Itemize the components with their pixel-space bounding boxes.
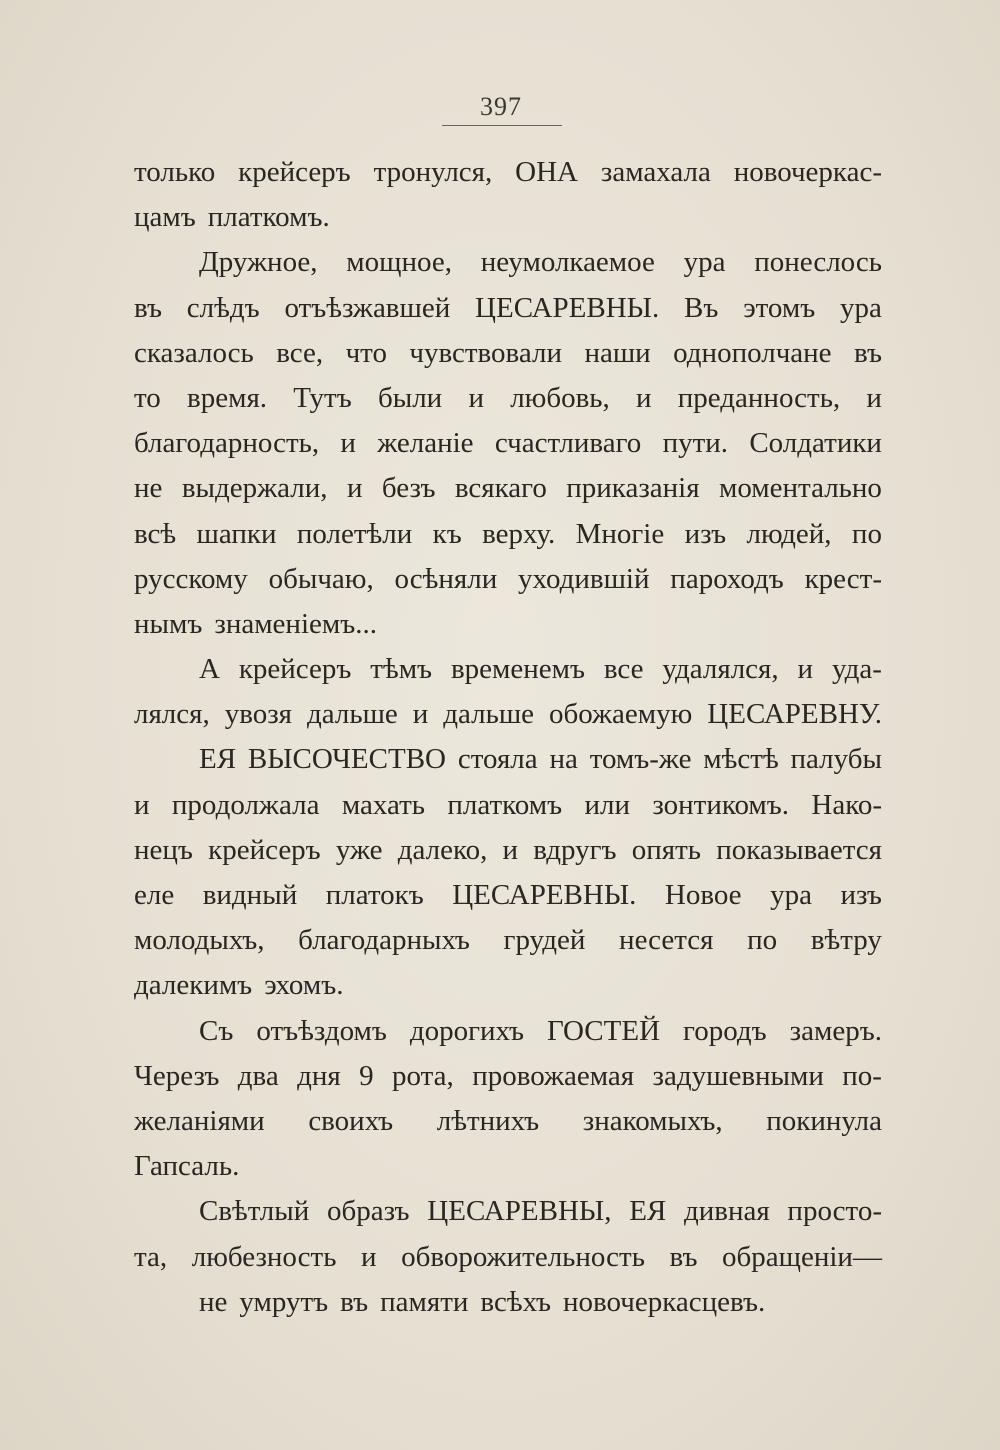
- text-line: молодыхъ, благодарныхъ грудей несется по вѣтру: [134, 924, 882, 957]
- text-line: желаніями своихъ лѣтнихъ знакомыхъ, покинула: [134, 1104, 882, 1137]
- text-line: ЕЯ ВЫСОЧЕСТВО стояла на томъ-же мѣстѣ палубы: [199, 743, 882, 776]
- text-line: нецъ крейсеръ уже далеко, и вдругъ опять показывается: [134, 833, 882, 866]
- text-line: и продолжала махать платкомъ или зонтикомъ. Нако-: [134, 788, 882, 821]
- text-line: только крейсеръ тронулся, ОНА замахала новочеркас-: [134, 156, 882, 188]
- text-line: благодарность, и желаніе счастливаго пути. Солдатики: [134, 427, 882, 460]
- page-number-rule: [442, 125, 562, 126]
- text-line: сказалось все, что чувствовали наши однополчане въ: [134, 336, 882, 369]
- text-line: не выдержали, и безъ всякаго приказанія моментально: [134, 472, 882, 505]
- text-line: А крейсеръ тѣмъ временемъ все удалялся, и уда-: [199, 653, 882, 686]
- text-line: нымъ знаменіемъ...: [134, 607, 377, 640]
- text-line: въ слѣдъ отъѣзжавшей ЦЕСАРЕВНЫ. Въ этомъ ура: [134, 291, 882, 324]
- text-line: Гапсаль.: [134, 1150, 240, 1183]
- text-line: русскому обычаю, осѣняли уходившій пароходъ крест-: [134, 562, 882, 595]
- text-line: еле видный платокъ ЦЕСАРЕВНЫ. Новое ура изъ: [134, 879, 882, 911]
- text-line: та, любезность и обворожительность въ обращеніи—: [134, 1240, 882, 1273]
- text-line: Съ отъѣздомъ дорогихъ ГОСТЕЙ городъ замеръ.: [199, 1014, 882, 1047]
- page-number: 397: [480, 92, 522, 121]
- text-line: далекимъ эхомъ.: [134, 969, 344, 1002]
- text-line: то время. Тутъ были и любовь, и преданность, и: [134, 381, 882, 414]
- text-line: лялся, увозя дальше и дальше обожаемую ЦЕСАРЕВНУ.: [134, 698, 882, 731]
- text-line: не умрутъ въ памяти всѣхъ новочеркасцевъ.: [199, 1285, 766, 1318]
- text-line: цамъ платкомъ.: [134, 201, 330, 234]
- text-line: Черезъ два дня 9 рота, провожаемая задушевными по-: [134, 1059, 882, 1092]
- body-text: [134, 150, 882, 1325]
- text-line: Дружное, мощное, неумолкаемое ура понеслось: [199, 246, 882, 279]
- text-line: Свѣтлый образъ ЦЕСАРЕВНЫ, ЕЯ дивная просто-: [199, 1195, 882, 1228]
- text-line: всѣ шапки полетѣли къ верху. Многіе изъ людей, по: [134, 517, 882, 550]
